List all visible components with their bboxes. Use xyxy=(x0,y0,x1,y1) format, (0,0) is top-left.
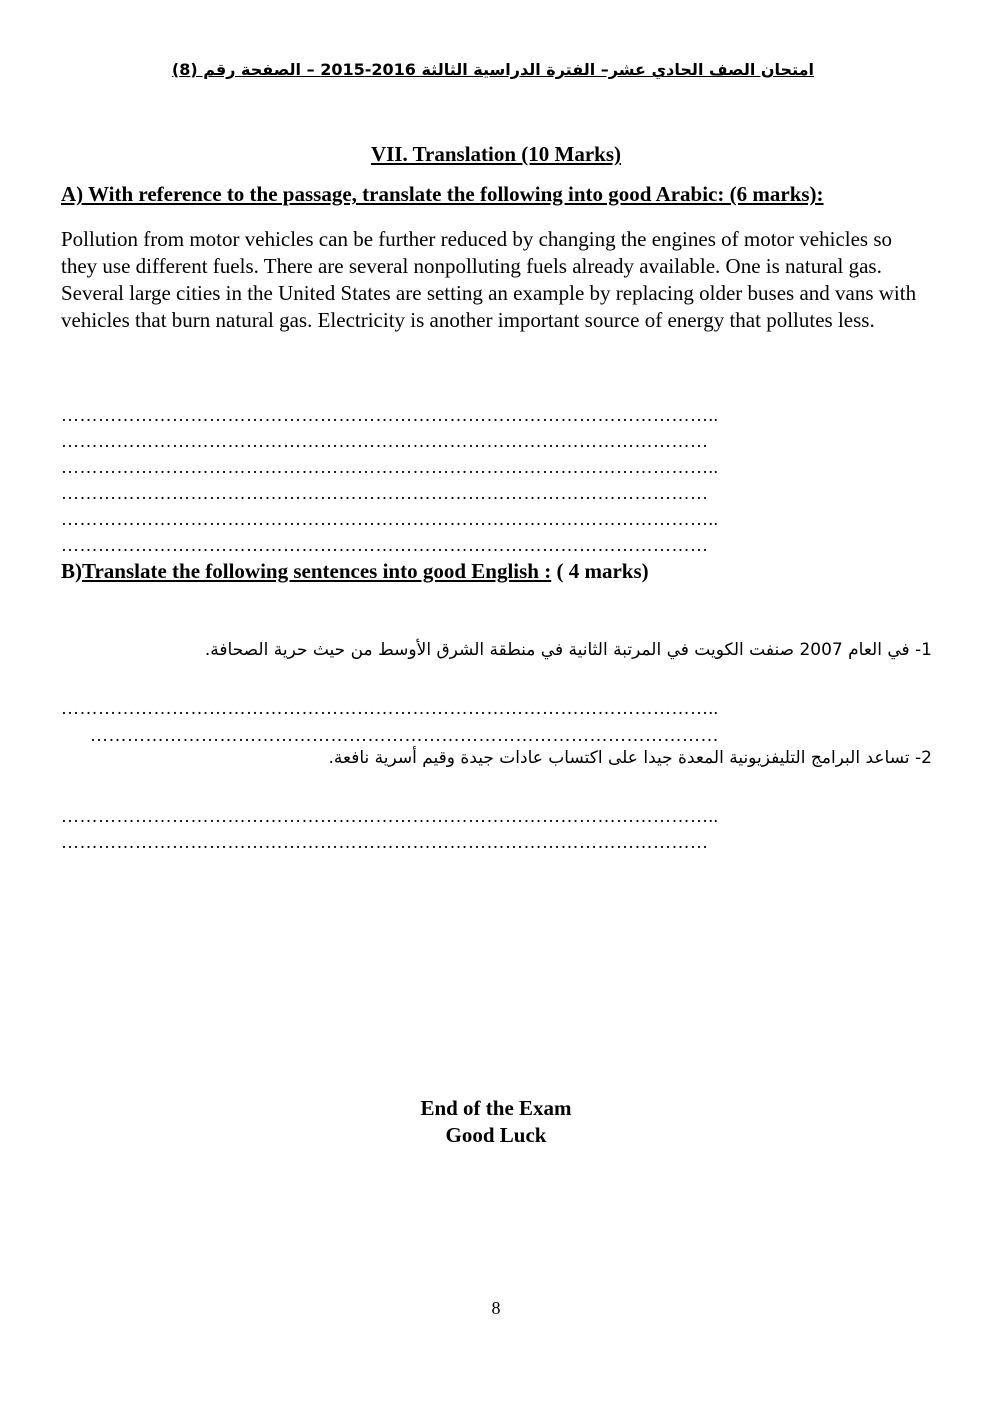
answer-line[interactable]: …………………………………………………………………………………………….. xyxy=(61,509,719,529)
part-b-instruction: Translate the following sentences into good English : xyxy=(82,559,552,583)
good-luck: Good Luck xyxy=(445,1123,547,1147)
answer-line[interactable]: …………………………………………………………………………………………… xyxy=(61,832,709,852)
answer-line[interactable]: ………………………………………………………………………………………… xyxy=(90,725,719,745)
end-of-exam: End of the Exam xyxy=(420,1096,572,1120)
part-b-heading xyxy=(61,559,649,584)
answer-line[interactable]: …………………………………………………………………………………………….. xyxy=(61,405,719,425)
part-b-marks: ( 4 marks) xyxy=(551,559,649,583)
page-header: امتحان الصف الحادي عشر– الفترة الدراسية الثالثة 2016-2015 – الصفحة رقم (8) xyxy=(171,60,814,79)
answer-line[interactable]: …………………………………………………………………………………………….. xyxy=(61,698,719,718)
translation-passage: Pollution from motor vehicles can be further reduced by changing the engines of motor vehicles so they use different fuels. There are several nonpolluting fuels already available. One is natural gas. Several large cities in the United States are setting an example by replacing older buses and vans with vehicles that burn natural gas. Electricity is another important source of energy that pollutes less. xyxy=(61,227,917,332)
answer-line[interactable]: …………………………………………………………………………………………… xyxy=(61,483,709,503)
arabic-sentence-1: 1- في العام 2007 صنفت الكويت في المرتبة الثانية في منطقة الشرق الأوسط من حيث حرية الصحافة. xyxy=(204,640,932,660)
part-a-heading: A) With reference to the passage, translate the following into good Arabic: (6 marks): xyxy=(61,182,824,206)
part-b-prefix: B) xyxy=(61,559,82,583)
answer-line[interactable]: …………………………………………………………………………………………… xyxy=(61,431,709,451)
page-number: 8 xyxy=(491,1298,501,1318)
section-title: VII. Translation (10 Marks) xyxy=(370,142,622,166)
answer-line[interactable]: …………………………………………………………………………………………….. xyxy=(61,806,719,826)
answer-line[interactable]: …………………………………………………………………………………………… xyxy=(61,535,709,555)
answer-line[interactable]: …………………………………………………………………………………………….. xyxy=(61,457,719,477)
arabic-sentence-2: 2- تساعد البرامج التليفزيونية المعدة جيدا على اكتساب عادات جيدة وقيم أسرية نافعة. xyxy=(328,748,932,768)
